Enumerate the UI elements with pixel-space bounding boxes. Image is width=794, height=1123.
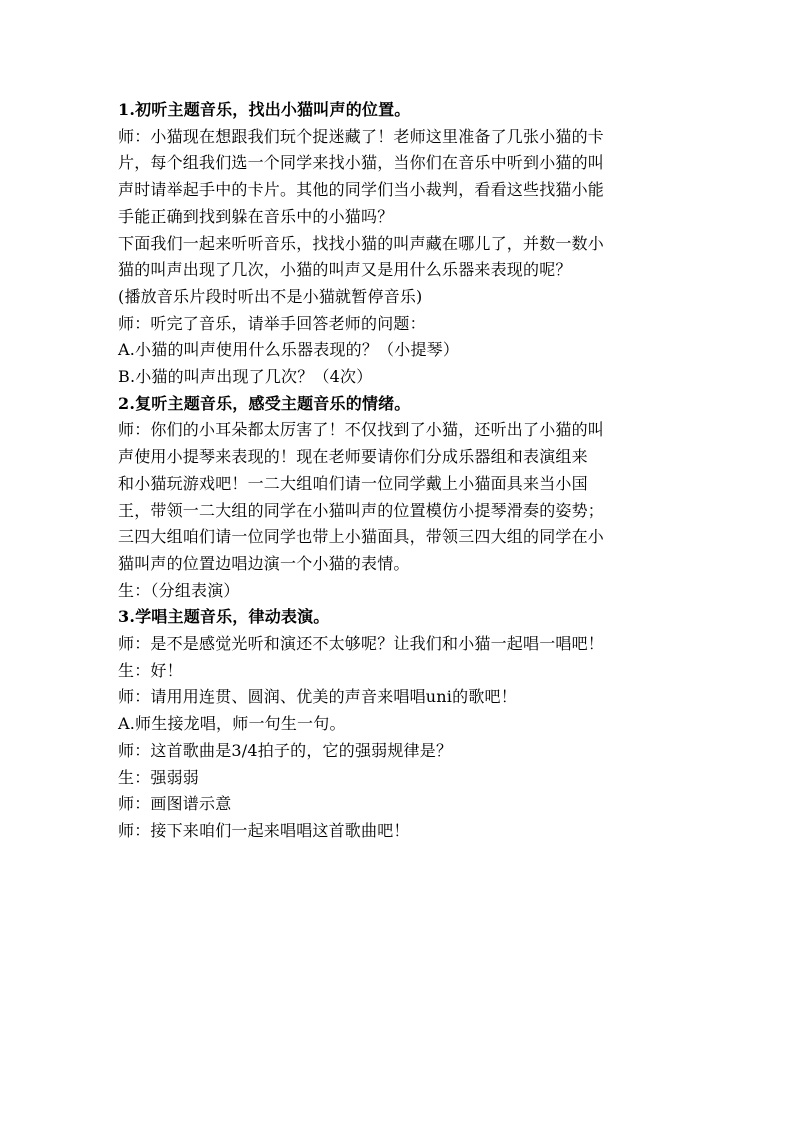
paragraph-line: 声使用小提琴来表现的！现在老师要请你们分成乐器组和表演组来 bbox=[118, 447, 588, 467]
paragraph-line: 师：接下来咱们一起来唱唱这首歌曲吧！ bbox=[118, 820, 410, 840]
paragraph-line: 三四大组咱们请一位同学也带上小猫面具，带领三四大组的同学在小 bbox=[118, 527, 605, 547]
paragraph-line: 师：你们的小耳朵都太厉害了！不仅找到了小猫，还听出了小猫的叫 bbox=[118, 420, 605, 440]
paragraph-line: 师：画图谱示意 bbox=[118, 794, 232, 814]
paragraph-line: 下面我们一起来听听音乐，找找小猫的叫声藏在哪儿了，并数一数小 bbox=[118, 233, 605, 253]
paragraph-line: 猫的叫声出现了几次，小猫的叫声又是用什么乐器来表现的呢？ bbox=[118, 260, 572, 280]
section-heading-3: 3.学唱主题音乐，律动表演。 bbox=[118, 607, 330, 627]
paragraph-line: A.师生接龙唱，师一句生一句。 bbox=[118, 714, 346, 734]
paragraph-line: 生：（分组表演） bbox=[118, 580, 240, 600]
paragraph-line: (播放音乐片段时听出不是小猫就暂停音乐) bbox=[118, 286, 423, 306]
paragraph-line: 师：这首歌曲是3/4拍子的，它的强弱规律是？ bbox=[118, 740, 453, 760]
paragraph-line: 师：小猫现在想跟我们玩个捉迷藏了！老师这里准备了几张小猫的卡 bbox=[118, 126, 605, 146]
paragraph-line: 师：请用用连贯、圆润、优美的声音来唱唱uni的歌吧！ bbox=[118, 687, 517, 707]
paragraph-line: 猫叫声的位置边唱边演一个小猫的表情。 bbox=[118, 553, 410, 573]
document-body bbox=[118, 97, 684, 845]
paragraph-line: 手能正确到找到躲在音乐中的小猫吗？ bbox=[118, 206, 394, 226]
question-line: B.小猫的叫声出现了几次？（4次） bbox=[118, 367, 373, 387]
paragraph-line: 声时请举起手中的卡片。其他的同学们当小裁判，看看这些找猫小能 bbox=[118, 180, 605, 200]
paragraph-line: 师：听完了音乐，请举手回答老师的问题： bbox=[118, 313, 426, 333]
paragraph-line: 片，每个组我们选一个同学来找小猫，当你们在音乐中听到小猫的叫 bbox=[118, 153, 605, 173]
paragraph-line: 师：是不是感觉光听和演还不太够呢？让我们和小猫一起唱一唱吧！ bbox=[118, 634, 605, 654]
paragraph-line: 生：好！ bbox=[118, 660, 183, 680]
question-line: A.小猫的叫声使用什么乐器表现的？（小提琴） bbox=[118, 340, 460, 360]
section-heading-1: 1.初听主题音乐，找出小猫叫声的位置。 bbox=[118, 100, 411, 119]
paragraph-line: 王，带领一二大组的同学在小猫叫声的位置模仿小提琴滑奏的姿势； bbox=[118, 500, 605, 520]
section-heading-2: 2.复听主题音乐，感受主题音乐的情绪。 bbox=[118, 393, 411, 413]
paragraph-line: 生：强弱弱 bbox=[118, 767, 200, 787]
paragraph-line: 和小猫玩游戏吧！一二大组咱们请一位同学戴上小猫面具来当小国 bbox=[118, 473, 588, 493]
